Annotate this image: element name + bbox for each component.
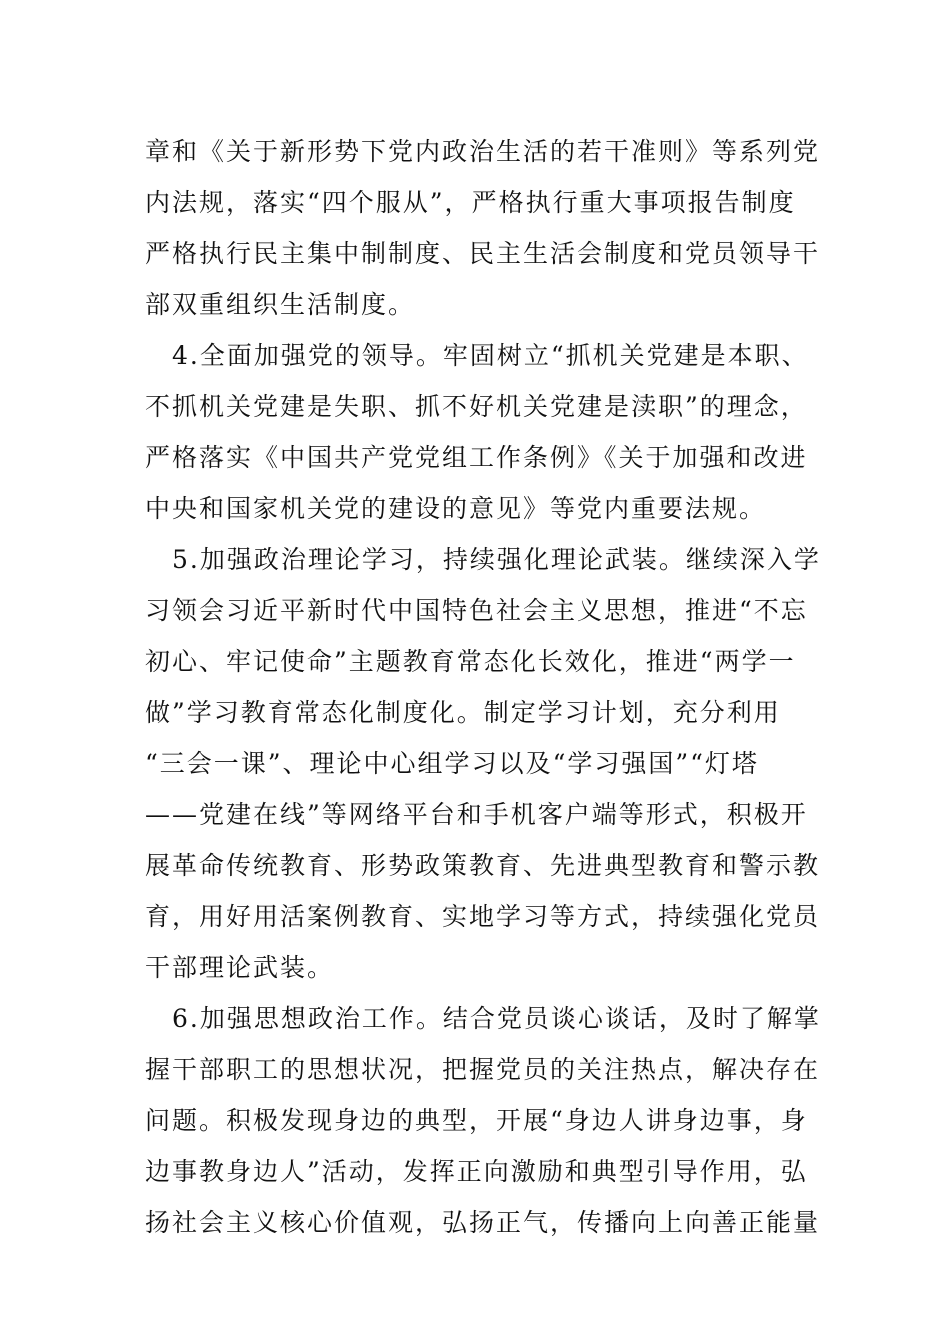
text-line: 4.全面加强党的领导。牢固树立“抓机关党建是本职、 [145, 341, 809, 370]
text-line: 内法规，落实“四个服从”，严格执行重大事项报告制度 [145, 188, 796, 217]
text-line: 扬社会主义核心价值观，弘扬正气，传播向上向善正能量 [145, 1208, 821, 1237]
text-line: “三会一课”、理论中心组学习以及“学习强国”“灯塔 [145, 749, 759, 778]
text-line: 部双重组织生活制度。 [145, 290, 416, 319]
text-line: 习领会习近平新时代中国特色社会主义思想，推进“不忘 [145, 596, 808, 625]
text-line: 边事教身边人”活动，发挥正向激励和典型引导作用，弘 [145, 1157, 808, 1186]
text-line: 做”学习教育常态化制度化。制定学习计划，充分利用 [145, 698, 781, 727]
text-line: 育，用好用活案例教育、实地学习等方式，持续强化党员 [145, 902, 821, 931]
text-line: 握干部职工的思想状况，把握党员的关注热点，解决存在 [145, 1055, 821, 1084]
text-line: 严格执行民主集中制制度、民主生活会制度和党员领导干 [145, 239, 821, 268]
text-line: ——党建在线”等网络平台和手机客户端等形式，积极开 [145, 800, 808, 829]
text-line: 中央和国家机关党的建设的意见》等党内重要法规。 [145, 494, 767, 523]
body-text [145, 126, 821, 1248]
text-line: 严格落实《中国共产党党组工作条例》《关于加强和改进 [145, 443, 808, 472]
text-line: 5.加强政治理论学习，持续强化理论武装。继续深入学 [145, 545, 821, 574]
text-line: 章和《关于新形势下党内政治生活的若干准则》等系列党 [145, 137, 821, 166]
text-line: 展革命传统教育、形势政策教育、先进典型教育和警示教 [145, 851, 821, 880]
text-line: 初心、牢记使命”主题教育常态化长效化，推进“两学一 [145, 647, 796, 676]
text-line: 问题。积极发现身边的典型，开展“身边人讲身边事，身 [145, 1106, 808, 1135]
text-line: 干部理论武装。 [145, 953, 335, 982]
text-line: 不抓机关党建是失职、抓不好机关党建是渎职”的理念， [145, 392, 808, 421]
text-line: 6.加强思想政治工作。结合党员谈心谈话，及时了解掌 [145, 1004, 821, 1033]
